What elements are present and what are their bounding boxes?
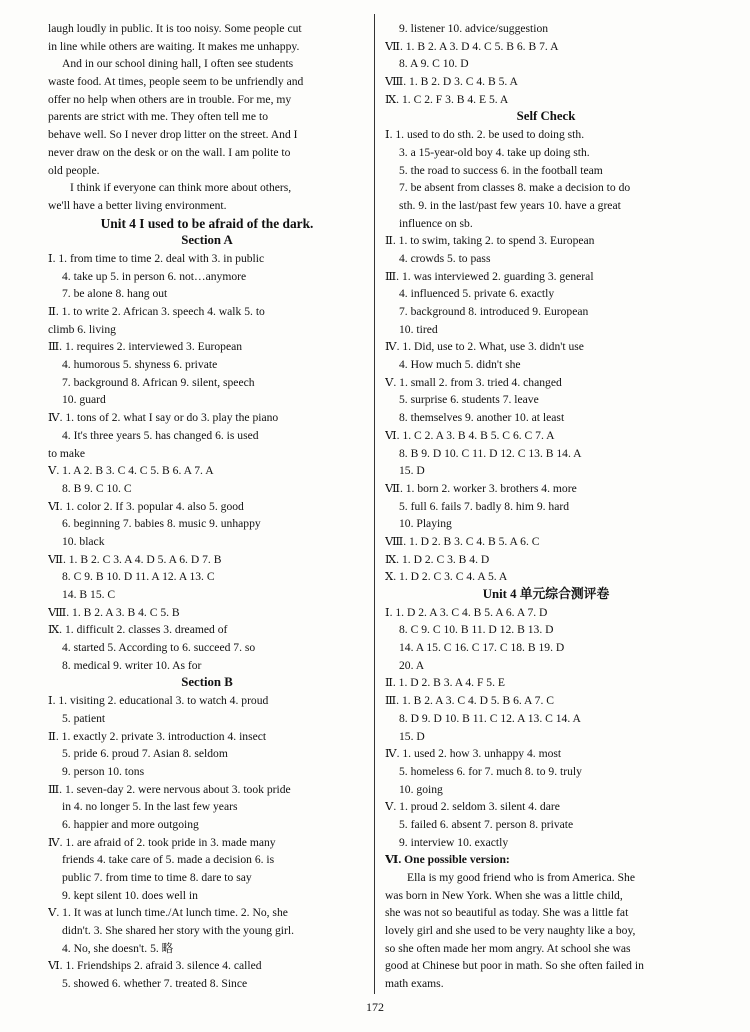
text-line: 9. person 10. tons [62,764,145,778]
text-line: in 4. no longer 5. In the last few years [62,800,238,814]
text-line: 7. background 8. African 9. silent, speech [62,375,255,389]
text-line: offer no help when others are in trouble. For me, my [48,92,292,106]
text-line: I think if everyone can think more about others, [70,181,292,195]
section-heading: Unit 4 单元综合测评卷 [482,587,610,601]
text-line: Ⅹ. 1. D 2. C 3. C 4. A 5. A [385,570,508,584]
text-line: 10. guard [62,393,106,407]
text-line: influence on sb. [399,216,473,230]
text-line: 8. C 9. C 10. B 11. D 12. B 13. D [399,623,554,637]
text-line: 5. failed 6. absent 7. person 8. private [399,817,574,831]
text-line: sth. 9. in the last/past few years 10. have a great [399,198,621,212]
text-line: never draw on the desk or on the wall. I am polite to [48,145,291,159]
text-line: 5. the road to success 6. in the football team [399,163,603,177]
text-line: Ⅷ. 1. B 2. D 3. C 4. B 5. A [385,75,518,89]
text-line: Ⅶ. 1. B 2. A 3. D 4. C 5. B 6. B 7. A [385,39,559,53]
unit-heading: Unit 4 I used to be afraid of the dark. [100,215,314,231]
section-heading: Section B [181,675,233,690]
text-line: good at Chinese but poor in math. So she often failed in [385,959,644,973]
text-line: old people. [48,163,100,177]
text-line: 8. D 9. D 10. B 11. C 12. A 13. C 14. A [399,711,581,725]
text-line: 9. interview 10. exactly [399,835,509,849]
text-line: was born in New York. When she was a little child, [385,888,623,902]
text-line: Ⅸ. 1. C 2. F 3. B 4. E 5. A [385,92,509,106]
column-divider [374,14,375,994]
text-line: to make [48,446,86,460]
text-line: Ⅶ. 1. B 2. C 3. A 4. D 5. A 6. D 7. B [48,552,222,566]
text-line: Ⅱ. 1. exactly 2. private 3. introduction 4. insect [48,729,267,743]
text-line: behave well. So I never drop litter on the street. And I [48,128,298,142]
text-line: 5. full 6. fails 7. badly 8. him 9. hard [399,499,570,513]
text-line: Ⅰ. 1. from time to time 2. deal with 3. in public [48,251,265,265]
text-line: she was not so beautiful as today. She was a little fat [385,906,629,920]
text-line: Ⅱ. 1. D 2. B 3. A 4. F 5. E [385,676,505,690]
text-line: 6. happier and more outgoing [62,817,199,831]
text-line: public 7. from time to time 8. dare to say [62,871,252,884]
text-line: 14. A 15. C 16. C 17. C 18. B 19. D [399,641,565,655]
text-line: Ⅴ. 1. A 2. B 3. C 4. C 5. B 6. A 7. A [48,464,214,478]
text-line: Ⅰ. 1. D 2. A 3. C 4. B 5. A 6. A 7. D [385,605,548,619]
text-line: Ⅷ. 1. B 2. A 3. B 4. C 5. B [48,605,180,619]
text-line: Ⅲ. 1. B 2. A 3. C 4. D 5. B 6. A 7. C [385,694,555,708]
text-line: 5. pride 6. proud 7. Asian 8. seldom [62,747,228,761]
text-line: 8. C 9. B 10. D 11. A 12. A 13. C [62,570,215,584]
text-line: Ⅳ. 1. are afraid of 2. took pride in 3. made many [48,835,276,849]
text-line: 5. surprise 6. students 7. leave [399,393,539,407]
text-line: 9. listener 10. advice/suggestion [399,22,549,35]
text-line: Ⅰ. 1. used to do sth. 2. be used to doing sth. [385,128,585,142]
text-line: 15. D [399,464,425,478]
text-line: 5. showed 6. whether 7. treated 8. Since [62,977,248,991]
text-line: 4. It's three years 5. has changed 6. is used [62,428,259,442]
text-line: 4. How much 5. didn't she [399,358,521,372]
text-line: 8. medical 9. writer 10. As for [62,658,202,672]
text-line: 15. D [399,729,425,743]
text-line: Ⅱ. 1. to swim, taking 2. to spend 3. European [385,234,595,248]
text-line: Ⅶ. 1. born 2. worker 3. brothers 4. more [385,481,577,495]
text-line: so she often made her mom angry. At school she was [385,941,631,955]
left-column [48,20,366,993]
text-line: 10. tired [399,322,438,336]
text-line: Ⅵ. 1. color 2. If 3. popular 4. also 5. good [48,499,244,513]
text-line: Ⅲ. 1. was interviewed 2. guarding 3. general [385,269,594,283]
text-line: 20. A [399,658,425,672]
text-line: Ⅸ. 1. difficult 2. classes 3. dreamed of [48,623,228,637]
text-line: Ⅵ. 1. C 2. A 3. B 4. B 5. C 6. C 7. A [385,428,555,442]
text-line: in line while others are waiting. It makes me unhappy. [48,39,300,53]
text-line: Ⅵ. 1. Friendships 2. afraid 3. silence 4. called [48,959,262,973]
text-line: friends 4. take care of 5. made a decision 6. is [62,853,275,867]
text-line: 7. be alone 8. hang out [62,287,168,301]
text-line: Ⅲ. 1. requires 2. interviewed 3. European [48,340,243,354]
text-line: laugh loudly in public. It is too noisy. Some people cut [48,22,302,35]
text-line: 8. B 9. D 10. C 11. D 12. C 13. B 14. A [399,446,582,460]
text-line: Ⅱ. 1. to write 2. African 3. speech 4. walk 5. to [48,305,265,318]
text-line: parents are strict with me. They often tell me to [48,110,268,124]
text-line: didn't. 3. She shared her story with the young girl. [62,924,294,938]
text-line: 8. A 9. C 10. D [399,57,469,71]
text-line: 10. Playing [399,517,452,531]
text-line: Ⅰ. 1. visiting 2. educational 3. to watch 4. proud [48,694,269,708]
text-line: Ⅳ. 1. used 2. how 3. unhappy 4. most [385,747,562,761]
right-column [385,20,707,993]
section-heading: Section A [181,233,233,248]
text-line: Ⅳ. 1. tons of 2. what I say or do 3. play the piano [48,411,279,425]
text-line: 5. patient [62,711,106,725]
section-heading: Self Check [516,109,576,124]
text-line: Ⅴ. 1. It was at lunch time./At lunch time. 2. No, she [48,906,288,920]
text-line: 8. themselves 9. another 10. at least [399,411,565,425]
text-line: 14. B 15. C [62,588,116,601]
text-line: 4. No, she doesn't. 5. 略 [62,941,174,955]
text-line: math exams. [385,977,444,991]
text-line: 4. crowds 5. to pass [399,251,491,265]
text-line: Ⅸ. 1. D 2. C 3. B 4. D [385,552,490,566]
text-line: 8. B 9. C 10. C [62,481,132,495]
text-line: 4. take up 5. in person 6. not…anymore [62,269,247,283]
text-line: 7. background 8. introduced 9. European [399,305,589,318]
text-line: 4. influenced 5. private 6. exactly [399,287,555,301]
text-line: Ⅴ. 1. small 2. from 3. tried 4. changed [385,375,562,389]
text-line: 4. humorous 5. shyness 6. private [62,358,218,372]
text-line: Ⅳ. 1. Did, use to 2. What, use 3. didn't use [385,340,584,354]
text-line: climb 6. living [48,322,116,336]
text-line: 7. be absent from classes 8. make a decision to do [399,181,631,195]
text-line: Ⅴ. 1. proud 2. seldom 3. silent 4. dare [385,800,560,814]
text-line: Ⅷ. 1. D 2. B 3. C 4. B 5. A 6. C [385,534,540,548]
text-line: Ⅲ. 1. seven-day 2. were nervous about 3. took pride [48,782,291,796]
text-line: we'll have a better living environment. [48,198,227,212]
text-line: 10. going [399,782,443,796]
page-number: 172 [366,1000,384,1014]
text-line: 3. a 15-year-old boy 4. take up doing sth. [399,145,590,159]
text-line: 9. kept silent 10. does well in [62,888,198,902]
text-line: 10. black [62,534,105,548]
text-line: lovely girl and she used to be very naughty like a boy, [385,924,636,938]
text-line: Ella is my good friend who is from America. She [407,871,635,884]
text-line: Ⅵ. One possible version: [385,853,510,867]
text-line: 4. started 5. According to 6. succeed 7. so [62,641,256,655]
text-line: And in our school dining hall, I often see students [62,57,294,71]
text-line: waste food. At times, people seem to be unfriendly and [48,75,304,89]
text-line: 5. homeless 6. for 7. much 8. to 9. truly [399,764,582,778]
text-line: 6. beginning 7. babies 8. music 9. unhappy [62,517,261,531]
